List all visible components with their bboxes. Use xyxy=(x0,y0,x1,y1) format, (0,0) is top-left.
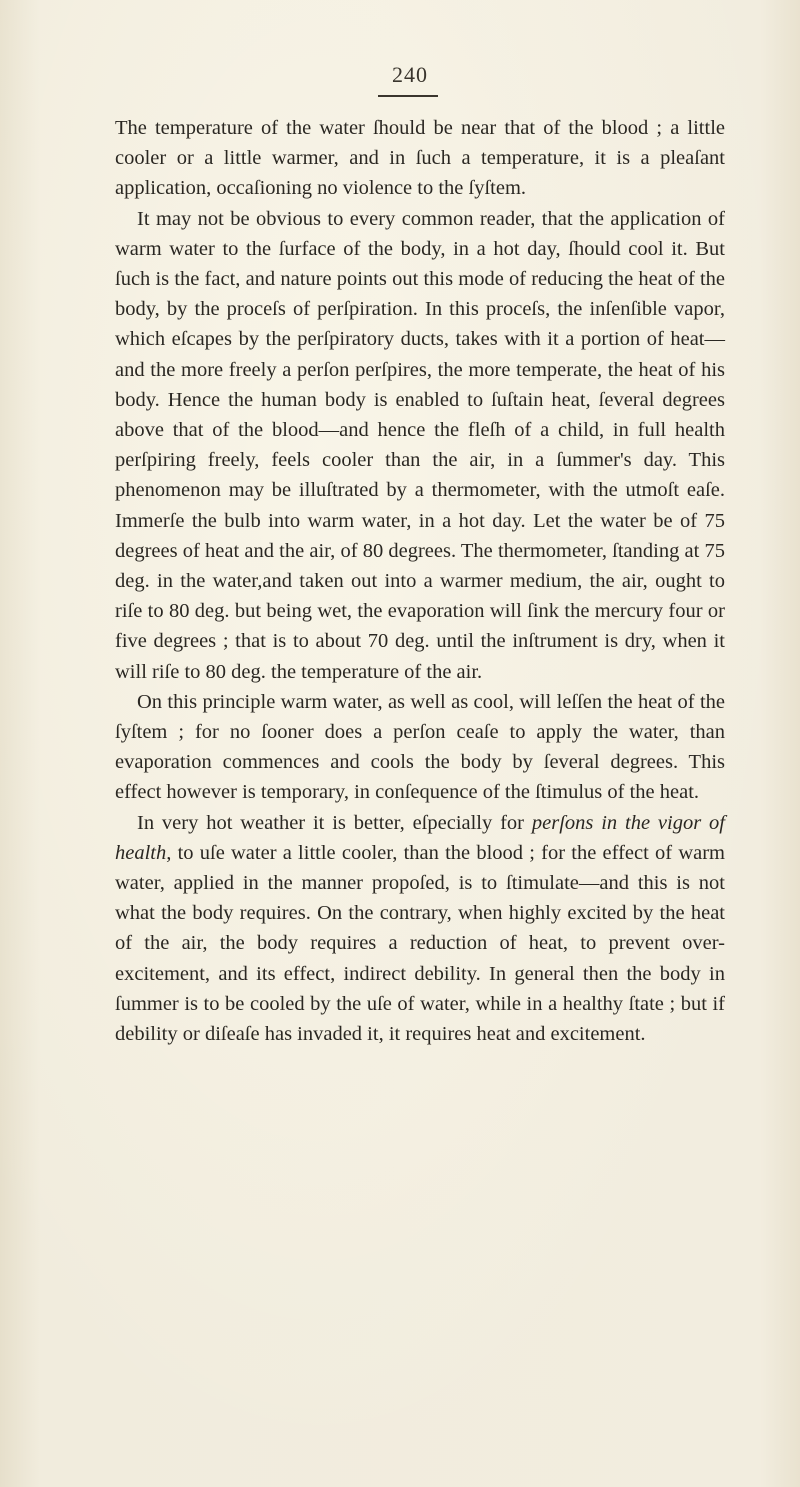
paragraph-4-italic: perſons in the vigor of health, xyxy=(115,811,725,864)
header-rule xyxy=(378,95,438,97)
paragraph-4-end: to uſe water a little cooler, than the blood ; for the effect of warm water, applied in the manner propoſed, is to ſtimulate—and this is not what the body requires. On the contrary, when highly excited by the heat of the air, the body requires a reduction of heat, to prevent over-excitement, and its effect, indirect debility. In general then the body in ſummer is to be cooled by the uſe of water, while in a healthy ſtate ; but if debility or diſeaſe has invaded it, it requires heat and excitement. xyxy=(115,841,725,1046)
paragraph-4 xyxy=(115,808,725,1050)
paragraph-1: The temperature of the water ſhould be near that of the blood ; a little cooler or a little warmer, and in ſuch a temperature, it is a pleaſant application, occaſioning no violence to the ſyſtem. xyxy=(115,117,725,200)
page-number: 240 xyxy=(392,62,428,87)
paragraph-4-start: In very hot weather it is better, eſpecially for xyxy=(137,811,532,834)
paragraph-2: It may not be obvious to every common reader, that the application of warm water to the ſurface of the body, in a hot day, ſhould cool it. But ſuch is the fact, and nature points out this mode of reducing the heat of the body, by the proceſs of perſpiration. In this proceſs, the inſenſible vapor, which eſcapes by the perſpiratory ducts, takes with it a portion of heat—and the more freely a perſon perſpires, the more temperate, the heat of his body. Hence the human body is enabled to ſuſtain heat, ſeveral degrees above that of the blood—and hence the fleſh of a child, in full health perſpiring freely, feels cooler than the air, in a ſummer's day. This phenomenon may be illuſtrated by a thermometer, with the utmoſt eaſe. Immerſe the bulb into warm water, in a hot day. Let the water be of 75 degrees of heat and the air, of 80 degrees. The thermometer, ſtanding at 75 deg. in the water,and taken out into a warmer medium, the air, ought to riſe to 80 deg. but being wet, the evaporation will ſink the mercury four or five degrees ; that is to about 70 deg. until the inſtrument is dry, when it will riſe to 80 deg. the temperature of the air. xyxy=(115,207,725,683)
body-text xyxy=(115,113,725,1049)
paragraph-3: On this principle warm water, as well as cool, will leſſen the heat of the ſyſtem ; for no ſooner does a perſon ceaſe to apply the water, than evaporation commences and cools the body by ſeveral degrees. This effect however is temporary, in conſequence of the ſtimulus of the heat. xyxy=(115,690,725,804)
